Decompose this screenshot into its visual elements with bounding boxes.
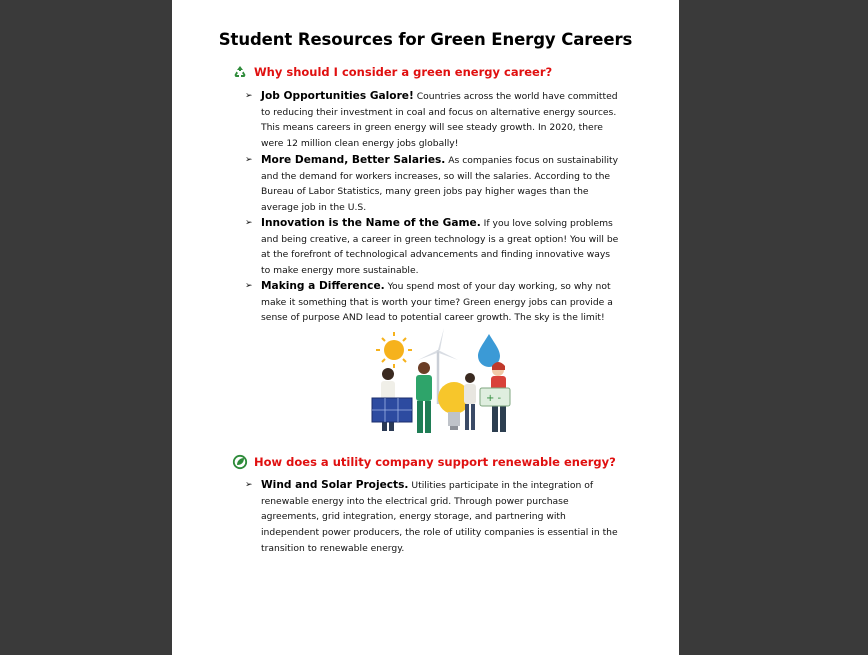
- arrow-bullet-icon: ➢: [245, 281, 253, 291]
- bullet-wind-solar: [247, 478, 619, 557]
- section-heading-why: [232, 64, 552, 80]
- section-heading-utility: [232, 454, 616, 470]
- bullet-text: Countries across the world have committed to reducing their investment in coal and focus on alternative energy sources. This means careers in green energy will see steady growth. In 2020, there were 12 million clean energy jobs globally!: [261, 91, 618, 150]
- arrow-bullet-icon: ➢: [245, 218, 253, 228]
- water-drop-icon: [478, 334, 500, 367]
- bullet-more-demand: [247, 153, 619, 216]
- section-heading-text: Why should I consider a green energy career?: [254, 65, 553, 79]
- bullet-lead: Innovation is the Name of the Game.: [261, 217, 481, 229]
- bullet-job-opportunities: [247, 89, 619, 152]
- battery-icon: [480, 388, 510, 406]
- sun-icon: [376, 332, 412, 368]
- arrow-bullet-icon: ➢: [245, 155, 253, 165]
- page-title: Student Resources for Green Energy Careers: [218, 30, 633, 49]
- recycle-icon: [232, 64, 248, 80]
- svg-text:+ -: + -: [486, 393, 502, 404]
- bullet-text: Utilities participate in the integration of renewable energy into the electrical grid. Through power purchase agreements, grid integration, energy storage, and partnering with independent power producers, the role of utility companies is essential in the transition to renewable energy.: [261, 480, 618, 554]
- person-middle-right: [464, 373, 476, 430]
- arrow-bullet-icon: ➢: [245, 480, 253, 490]
- document-page: [172, 0, 679, 655]
- section-heading-text: How does a utility company support renewable energy?: [254, 455, 616, 469]
- solar-panel-icon: [372, 398, 412, 422]
- bullet-lead: Making a Difference.: [261, 280, 385, 292]
- bullet-innovation: [247, 216, 619, 279]
- bullet-lead: Wind and Solar Projects.: [261, 479, 409, 491]
- bullet-text: If you love solving problems and being creative, a career in green technology is a great option! You will be at the forefront of technological advancements and finding innovative ways to make energy more sustainable.: [261, 218, 619, 277]
- person-middle-left: [416, 362, 432, 433]
- bullet-making-difference: [247, 279, 619, 326]
- arrow-bullet-icon: ➢: [245, 91, 253, 101]
- leaf-cycle-icon: [232, 454, 248, 470]
- bullet-lead: Job Opportunities Galore!: [261, 90, 414, 102]
- bullet-lead: More Demand, Better Salaries.: [261, 154, 446, 166]
- green-energy-illustration: [358, 326, 524, 442]
- bullet-text: You spend most of your day working, so why not make it something that is worth your time? Green energy jobs can provide a sense of purpose AND lead to potential career growth. The sky is the limit!: [261, 281, 613, 324]
- bullet-text: As companies focus on sustainability and the demand for workers increases, so will the salaries. According to the Bureau of Labor Statistics, many green jobs pay higher wages than the average job in the U.S.: [261, 155, 619, 214]
